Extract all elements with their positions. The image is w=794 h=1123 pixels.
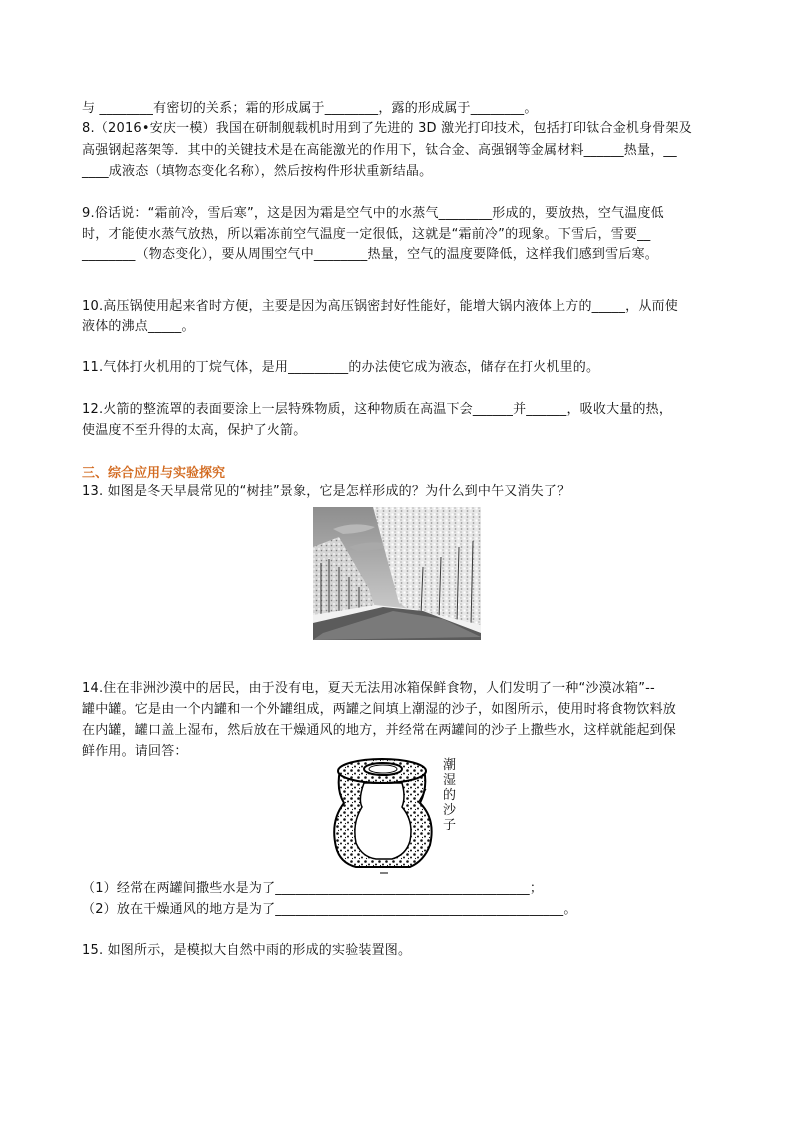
q14-answer-1: （1）经常在两罐间撒些水是为了______________________________________； — [82, 881, 544, 896]
q12-line-1: 12.火箭的整流罩的表面要涂上一层特殊物质，这种物质在高温下会______并______，吸收大量的热， — [82, 402, 673, 417]
q11-line: 11.气体打火机用的丁烷气体，是用_________的办法使它成为液态，储存在打火机里的。 — [82, 360, 600, 375]
q12-line-2: 使温度不至升得的太高，保护了火箭。 — [82, 423, 307, 438]
q10-line-1: 10.高压锅使用起来省时方便，主要是因为高压锅密封好性能好，能增大锅内液体上方的_____，从而使 — [82, 299, 678, 314]
q9-line-1: 9.俗话说：“霜前冷，雪后寒”，这是因为霜是空气中的水蒸气________形成的，要放热，空气温度低 — [82, 206, 664, 221]
sand-label: 潮湿的沙子 — [443, 758, 457, 833]
q14-answer-2: （2）放在干燥通风的地方是为了___________________________________________。 — [82, 902, 577, 917]
q10-line-2: 液体的沸点_____。 — [82, 319, 195, 334]
q14-line-2: 罐中罐。它是由一个内罐和一个外罐组成，两罐之间填上潮湿的沙子，如图所示，使用时将食物饮料放 — [82, 702, 677, 717]
q9-line-3: ________（物态变化），要从周围空气中________热量，空气的温度要降低，这样我们感到雪后寒。 — [82, 247, 658, 262]
rime-tree-photo — [313, 507, 481, 640]
q9-line-2: 时，才能使水蒸气放热，所以霜冻前空气温度一定很低，这就是“霜前冷”的现象。下雪后，雪要__ — [82, 227, 651, 242]
q7-tail-text: 与 ________有密切的关系；霜的形成属于________，露的形成属于________。 — [82, 101, 538, 116]
q8-line-3: ____成液态（填物态变化名称），然后按构件形状重新结晶。 — [82, 164, 433, 179]
q8-line-1: 8.（2016•安庆一模）我国在研制舰载机时用到了先进的 3D 激光打印技术，包括打印钛合金机身骨架及 — [82, 121, 692, 136]
q14-line-4: 鲜作用。请回答： — [82, 744, 188, 759]
q14-line-1: 14.住在非洲沙漠中的居民，由于没有电，夏天无法用冰箱保鲜食物，人们发明了一种“沙漠冰箱”-- — [82, 681, 655, 696]
q15-line: 15. 如图所示，是模拟大自然中雨的形成的实验装置图。 — [82, 943, 412, 958]
q13-line: 13. 如图是冬天早晨常见的“树挂”景象，它是怎样形成的？为什么到中午又消失了？ — [82, 484, 571, 499]
q8-line-2: 高强钢起落架等．其中的关键技术是在高能激光的作用下，钛合金、高强钢等金属材料______热量，__ — [82, 143, 677, 158]
q14-line-3: 在内罐，罐口盖上湿布，然后放在干燥通风的地方，并经常在两罐间的沙子上撒些水，这样就能起到保 — [82, 723, 677, 738]
section-heading: 三、综合应用与实验探究 — [82, 466, 226, 481]
